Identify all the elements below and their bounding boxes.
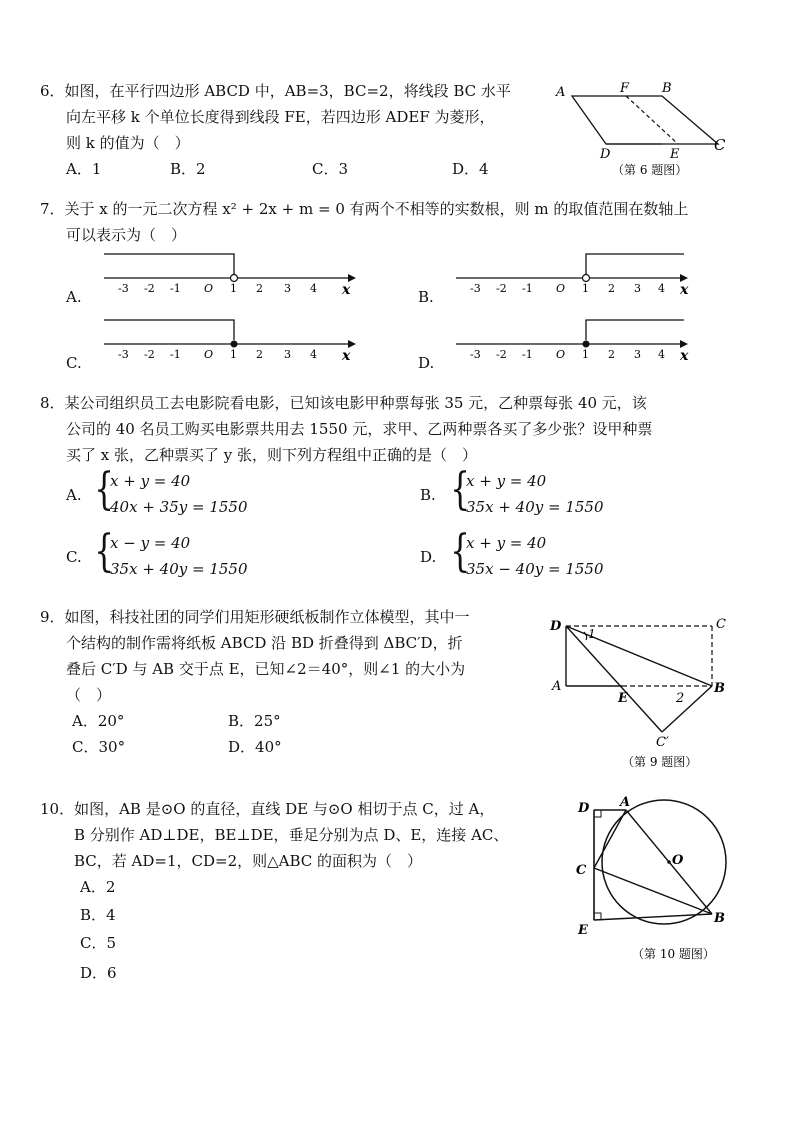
svg-text:x: x [342, 348, 351, 362]
q6-line1: 6．如图，在平行四边形 ABCD 中，AB=3，BC=2，将线段 BC 水平 [40, 82, 511, 100]
q6-label-d: D [600, 147, 611, 162]
q6-label-a: A [556, 85, 566, 100]
q10-line2: B 分别作 AD⊥DE，BE⊥DE，垂足分别为点 D、E，连接 AC、 [74, 826, 509, 844]
q7-line1: 7．关于 x 的一元二次方程 x² + 2x + m = 0 有两个不相等的实数根，则 m 的取值范围在数轴上 [40, 200, 689, 218]
q9-label-a: A [552, 679, 562, 694]
q10-line1: 10．如图，AB 是⊙O 的直径，直线 DE 与⊙O 相切于点 C，过 A， [40, 800, 495, 818]
svg-text:x: x [680, 282, 689, 296]
svg-text:-1: -1 [522, 282, 533, 295]
svg-text:x: x [680, 348, 689, 362]
svg-text:O: O [556, 348, 566, 361]
q10-option-b[interactable]: B．4 [80, 906, 116, 924]
q9-option-c[interactable]: C．30° [72, 738, 126, 756]
q7-numberline-b [452, 246, 712, 296]
q9-label-1: 1 [588, 627, 596, 641]
q10-label-a: A [620, 796, 631, 810]
svg-text:-2: -2 [144, 348, 155, 361]
q9-line4: （ ） [66, 686, 112, 704]
question-7 [40, 196, 688, 248]
q9-option-d[interactable]: D．40° [228, 738, 282, 756]
svg-text:1: 1 [230, 282, 237, 295]
svg-text:4: 4 [658, 348, 665, 361]
q10-option-c[interactable]: C．5 [80, 934, 117, 952]
q6-figure [550, 78, 740, 178]
q9-label-e: E [618, 691, 628, 706]
q9-label-cprime: C′ [656, 735, 669, 750]
q6-label-e: E [670, 147, 680, 162]
q7-option-c-label[interactable]: C. [66, 354, 82, 372]
q9-line2: 个结构的制作需将纸板 ABCD 沿 BD 折叠得到 ΔBC′D，折 [66, 634, 463, 652]
svg-text:1: 1 [582, 282, 589, 295]
q7-option-a-label[interactable]: A. [66, 288, 82, 306]
q8-line3: 买了 x 张，乙种票买了 y 张，则下列方程组中正确的是（ ） [66, 446, 478, 464]
q10-option-a[interactable]: A．2 [80, 878, 116, 896]
q10-label-d: D [578, 801, 590, 816]
q6-option-c[interactable]: C．3 [312, 160, 349, 178]
q10-label-b: B [714, 911, 725, 926]
svg-text:O: O [204, 282, 214, 295]
svg-text:2: 2 [256, 348, 263, 361]
svg-text:2: 2 [608, 348, 615, 361]
q6-label-f: F [620, 81, 630, 96]
q6-caption: （第 6 题图） [612, 163, 688, 177]
q8-line1: 8．某公司组织员工去电影院看电影，已知该电影甲种票每张 35 元，乙种票每张 40 元，该 [40, 394, 647, 412]
q7-line2: 可以表示为（ ） [66, 226, 187, 244]
q10-option-d[interactable]: D．6 [80, 964, 117, 982]
q6-option-d[interactable]: D．4 [452, 160, 489, 178]
q9-figure [548, 612, 738, 772]
q6-label-b: B [662, 81, 672, 96]
svg-text:1: 1 [230, 348, 237, 361]
q6-option-b[interactable]: B．2 [170, 160, 206, 178]
q9-label-b: B [714, 681, 725, 696]
q8-line2: 公司的 40 名员工购买电影票共用去 1550 元，求甲、乙两种票各买了多少张？设甲种票 [66, 420, 653, 438]
svg-text:2: 2 [608, 282, 615, 295]
q9-option-b[interactable]: B．25° [228, 712, 281, 730]
question-9 [40, 604, 470, 708]
q7-numberline-d [452, 312, 712, 362]
q9-label-2: 2 [676, 691, 685, 706]
svg-text:3: 3 [284, 282, 291, 295]
svg-text:4: 4 [658, 282, 665, 295]
svg-text:2: 2 [256, 282, 263, 295]
q6-label-c: C [714, 136, 726, 154]
svg-text:4: 4 [310, 348, 317, 361]
q7-numberline-c [100, 312, 360, 362]
q9-line3: 叠后 C′D 与 AB 交于点 E，已知∠2＝40°，则∠1 的大小为 [66, 660, 466, 678]
q10-label-e: E [578, 923, 588, 938]
q9-label-c: C [716, 617, 726, 632]
question-8 [40, 390, 652, 468]
q7-b-ticks [470, 282, 689, 296]
svg-text:-3: -3 [470, 282, 481, 295]
q6-line3: 则 k 的值为（ ） [66, 134, 190, 152]
q6-line2: 向左平移 k 个单位长度得到线段 FE，若四边形 ADEF 为菱形， [66, 108, 495, 126]
svg-text:3: 3 [284, 348, 291, 361]
svg-text:-2: -2 [496, 282, 507, 295]
svg-text:3: 3 [634, 282, 641, 295]
q10-line3: BC，若 AD=1，CD=2，则△ABC 的面积为（ ） [74, 852, 423, 870]
svg-text:O: O [204, 348, 214, 361]
question-10 [40, 796, 508, 874]
q7-option-b-label[interactable]: B. [418, 288, 434, 306]
svg-text:-2: -2 [496, 348, 507, 361]
q7-c-ticks [118, 348, 351, 362]
svg-text:3: 3 [634, 348, 641, 361]
svg-text:-1: -1 [522, 348, 533, 361]
q7-a-ticks [118, 282, 351, 296]
svg-text:-2: -2 [144, 282, 155, 295]
svg-text:4: 4 [310, 282, 317, 295]
q9-caption: （第 9 题图） [622, 755, 698, 769]
q9-option-a[interactable]: A．20° [72, 712, 125, 730]
svg-text:-1: -1 [170, 348, 181, 361]
svg-text:-3: -3 [470, 348, 481, 361]
svg-text:-1: -1 [170, 282, 181, 295]
q7-d-ticks [470, 348, 689, 362]
svg-text:x: x [342, 282, 351, 296]
q9-label-d: D [550, 619, 562, 634]
q7-numberline-a [100, 246, 360, 296]
svg-text:-3: -3 [118, 348, 129, 361]
svg-text:-3: -3 [118, 282, 129, 295]
q9-line1: 9．如图，科技社团的同学们用矩形硬纸板制作立体模型，其中一 [40, 608, 470, 626]
q6-option-a[interactable]: A．1 [66, 160, 102, 178]
question-6 [40, 78, 511, 156]
svg-text:O: O [556, 282, 566, 295]
q10-label-c: C [576, 863, 587, 878]
q7-option-d-label[interactable]: D. [418, 354, 435, 372]
q10-caption: （第 10 题图） [632, 947, 715, 961]
svg-text:1: 1 [582, 348, 589, 361]
q10-label-o: O [672, 853, 684, 868]
q10-figure [570, 796, 740, 966]
